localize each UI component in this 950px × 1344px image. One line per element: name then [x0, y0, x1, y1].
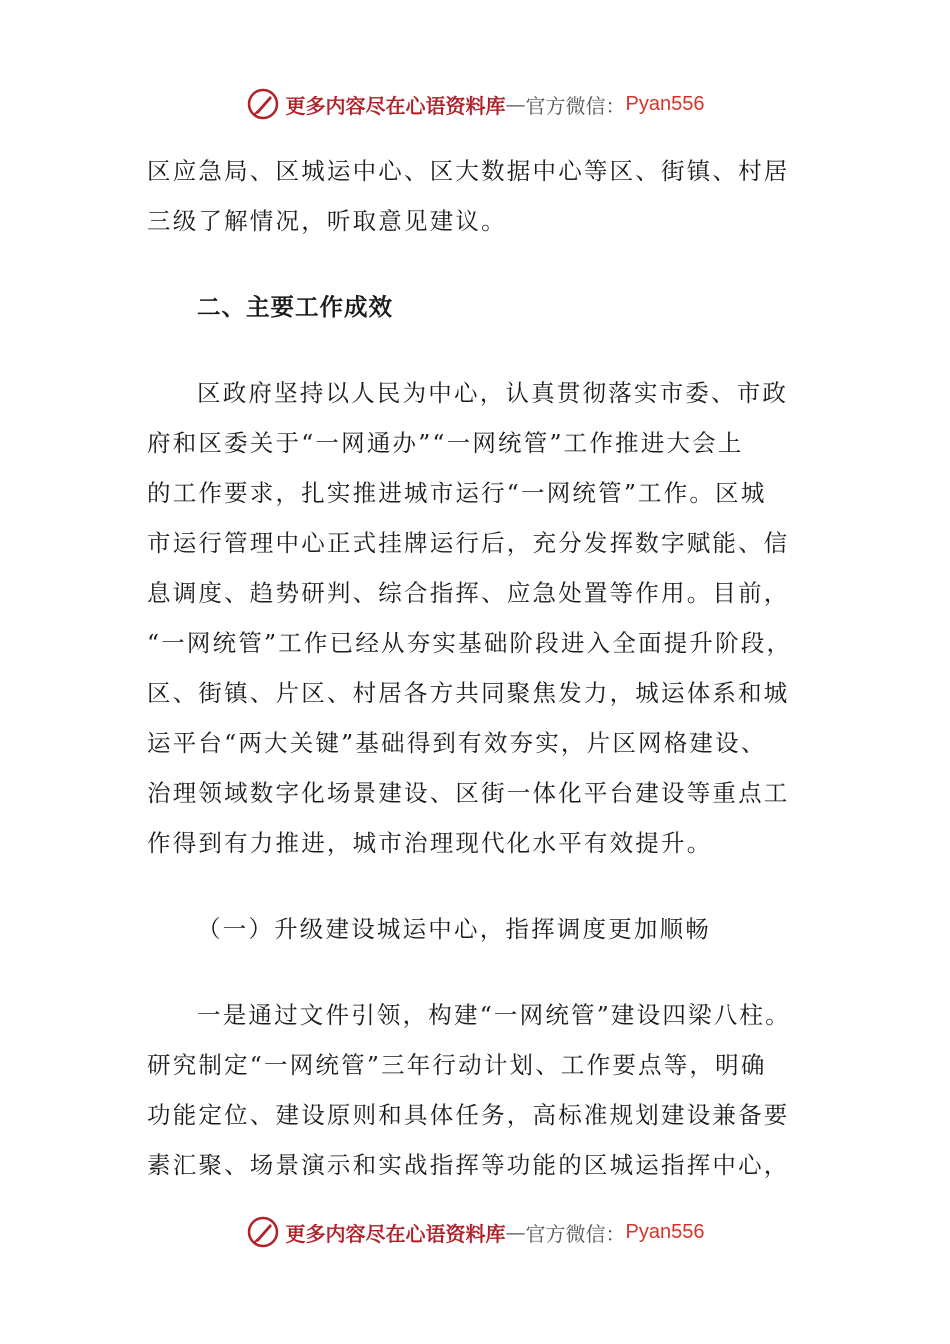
text-line: 功能定位、建设原则和具体任务，高标准规划建设兼备要	[147, 1101, 790, 1129]
footer-watermark-banner	[0, 1212, 950, 1252]
banner-wechat-id: Pyan556	[625, 92, 705, 115]
paragraph-intro	[147, 146, 807, 246]
text-line: 治理领域数字化场景建设、区街一体化平台建设等重点工	[147, 779, 790, 807]
paragraph-main-results	[147, 368, 807, 868]
banner-title: 更多内容尽在心语资料库	[285, 1221, 506, 1246]
text-line: 的工作要求，扎实推进城市运行“一网统管”工作。区城	[147, 479, 767, 507]
banner-wechat-id: Pyan556	[625, 1220, 705, 1243]
banner-dash: —	[505, 1220, 526, 1244]
section-heading: 二、主要工作成效	[197, 293, 393, 321]
text-line: 一是通过文件引领，构建“一网统管”建设四梁八柱。	[197, 1001, 791, 1029]
quill-logo-icon	[246, 1215, 280, 1249]
text-line: 息调度、趋势研判、综合指挥、应急处置等作用。目前，	[147, 579, 790, 607]
header-watermark-banner	[0, 84, 950, 124]
banner-wechat-label: 官方微信：	[525, 93, 626, 118]
text-line: “一网统管”工作已经从夯实基础阶段进入全面提升阶段，	[147, 629, 793, 657]
text-line: 区应急局、区城运中心、区大数据中心等区、街镇、村居	[147, 157, 790, 185]
text-line: 作得到有力推进，城市治理现代化水平有效提升。	[147, 829, 713, 857]
text-line: 区政府坚持以人民为中心，认真贯彻落实市委、市政	[197, 379, 789, 407]
banner-dash: —	[505, 92, 526, 116]
text-line: 区、街镇、片区、村居各方共同聚焦发力，城运体系和城	[147, 679, 790, 707]
banner-title: 更多内容尽在心语资料库	[285, 93, 506, 118]
text-line: 府和区委关于“一网通办”“一网统管”工作推进大会上	[147, 429, 744, 457]
text-line: 市运行管理中心正式挂牌运行后，充分发挥数字赋能、信	[147, 529, 790, 557]
text-line: 运平台“两大关键”基础得到有效夯实，片区网格建设、	[147, 729, 767, 757]
quill-logo-icon	[246, 87, 280, 121]
subsection-heading: （一）升级建设城运中心，指挥调度更加顺畅	[197, 915, 711, 943]
text-line: 研究制定“一网统管”三年行动计划、工作要点等，明确	[147, 1051, 767, 1079]
document-body	[147, 146, 807, 1190]
text-line: 素汇聚、场景演示和实战指挥等功能的区城运指挥中心，	[147, 1151, 790, 1179]
paragraph-first-measure	[147, 990, 807, 1190]
text-line: 三级了解情况，听取意见建议。	[147, 207, 507, 235]
banner-wechat-label: 官方微信：	[525, 1221, 626, 1246]
